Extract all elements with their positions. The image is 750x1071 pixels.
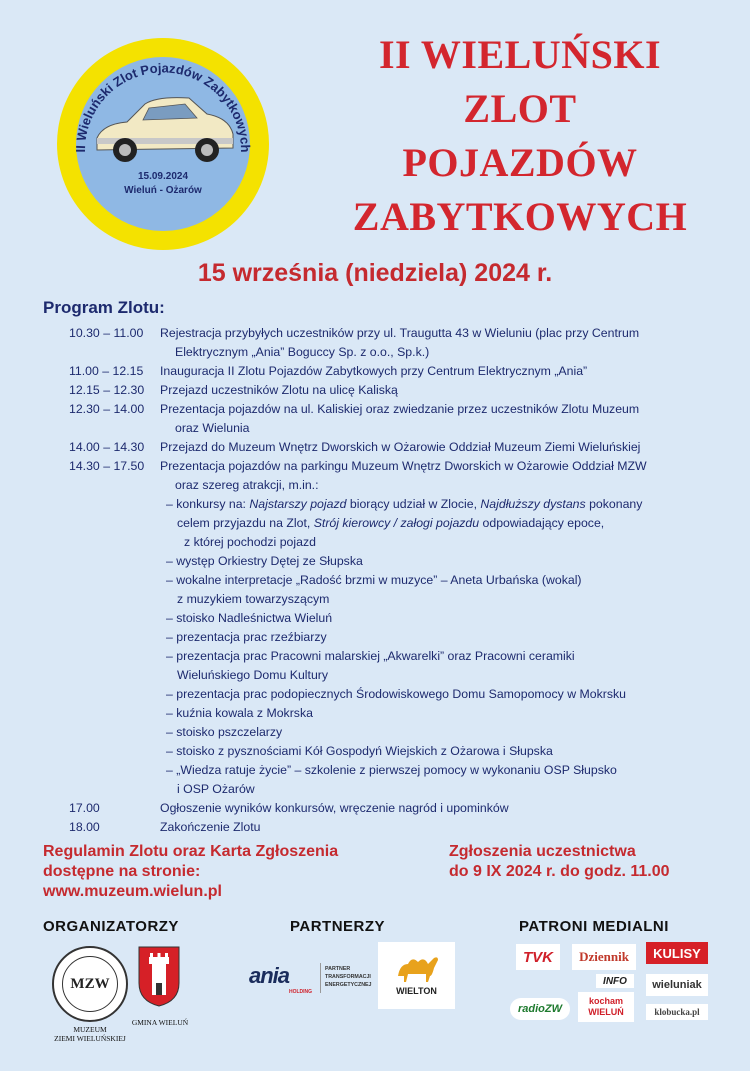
attraction-item: – stoisko Nadleśnictwa Wieluń [166, 611, 333, 625]
attraction-item: – wokalne interpretacje „Radość brzmi w muzyce” – Aneta Urbańska (wokal) [166, 573, 582, 587]
program-time: 18.00 [69, 820, 100, 834]
attraction-item [166, 495, 642, 514]
media-heading: PATRONI MEDIALNI [519, 918, 669, 935]
camel-icon [378, 942, 455, 986]
regulations-line: Regulamin Zlotu oraz Karta Zgłoszenia [43, 843, 339, 860]
ania-tagline-line: TRANSFORMACJI [325, 974, 371, 980]
wielton-wordmark: WIELTON [396, 986, 437, 996]
attraction-italic: Najstarszy pojazd [249, 497, 347, 511]
attraction-item: – prezentacja prac rzeźbiarzy [166, 630, 327, 644]
website-link[interactable]: www.muzeum.wielun.pl [43, 883, 222, 900]
logo-ring-text: II Wieluński Zlot Pojazdów Zabytkowych [72, 60, 254, 153]
attraction-text: – konkursy na: [166, 497, 250, 511]
registration-line: do 9 IX 2024 r. do godz. 11.00 [449, 863, 670, 880]
program-desc: Rejestracja przybyłych uczestników przy ul. Traugutta 43 w Wieluniu (plac przy Centrum [160, 326, 640, 340]
logo-place: Wieluń - Ożarów [124, 185, 202, 196]
event-title [300, 28, 740, 244]
partners-heading: PARTNERZY [290, 918, 386, 935]
attraction-item: – stoisko pszczelarzy [166, 725, 283, 739]
attraction-item: z muzykiem towarzyszącym [177, 592, 330, 606]
dziennik-logo: Dziennik [572, 944, 636, 970]
kulisy-logo: KULISY [646, 942, 708, 964]
attraction-item: z której pochodzi pojazd [184, 535, 316, 549]
ania-tagline-line: ENERGETYCZNEJ [325, 982, 372, 988]
program-desc: oraz szereg atrakcji, m.in.: [175, 478, 319, 492]
program-desc: Zakończenie Zlotu [160, 820, 261, 834]
attraction-item: – występ Orkiestry Dętej ze Słupska [166, 554, 363, 568]
info-logo: INFO [596, 974, 634, 988]
program-desc: Elektrycznym „Ania” Boguccy Sp. z o.o., Sp.k.) [175, 345, 430, 359]
program-heading: Program Zlotu: [43, 298, 165, 317]
program-time: 14.30 – 17.50 [69, 459, 145, 473]
program-desc: Prezentacja pojazdów na ul. Kaliskiej oraz zwiedzanie przez uczestników Zlotu Muzeum [160, 402, 640, 416]
program-time: 12.30 – 14.00 [69, 402, 145, 416]
program-desc: oraz Wielunia [175, 421, 250, 435]
registration-line: Zgłoszenia uczestnictwa [449, 843, 636, 860]
title-line-4: ZABYTKOWYCH [352, 194, 688, 239]
attraction-text: odpowiadający epoce, [479, 516, 605, 530]
gmina-caption: GMINA WIELUŃ [131, 1018, 189, 1027]
program-desc: Ogłoszenie wyników konkursów, wręczenie nagród i upominków [160, 801, 509, 815]
registration-note [449, 842, 670, 882]
attraction-item: – stoisko z pysznościami Kół Gospodyń Wiejskich z Ożarowa i Słupska [166, 744, 553, 758]
logo-date: 15.09.2024 [137, 171, 189, 182]
program-desc: Inauguracja II Zlotu Pojazdów Zabytkowych przy Centrum Elektrycznym „Ania” [160, 364, 588, 378]
attraction-text: celem przyjazdu na Zlot, [177, 516, 314, 530]
program-desc: Przejazd do Muzeum Wnętrz Dworskich w Ożarowie Oddział Muzeum Ziemi Wieluńskiej [160, 440, 641, 454]
attraction-item: – „Wiedza ratuje życie” – szkolenie z pierwszej pomocy w wykonaniu OSP Słupsko [166, 763, 617, 777]
attraction-item: Wieluńskiego Domu Kultury [177, 668, 329, 682]
program-time: 10.30 – 11.00 [69, 326, 144, 340]
event-logo [57, 38, 269, 250]
museum-caption [45, 1025, 135, 1043]
museum-caption-line: ZIEMI WIELUŃSKIEJ [54, 1034, 126, 1043]
radio-logo: radioZW [510, 998, 570, 1020]
attraction-item: – prezentacja prac Pracowni malarskiej „Akwarelki” oraz Pracowni ceramiki [166, 649, 575, 663]
ania-tagline-line: PARTNER [325, 966, 351, 972]
ania-divider [320, 963, 321, 993]
tvk-logo: TVK [516, 944, 560, 970]
museum-seal-icon [52, 946, 128, 1022]
attraction-item: – prezentacja prac podopiecznych Środowiskowego Domu Samopomocy w Mokrsku [166, 687, 626, 701]
wielton-logo [378, 942, 455, 1009]
title-line-3: POJAZDÓW [402, 140, 638, 185]
program-desc: Przejazd uczestników Zlotu na ulicę Kaliską [160, 383, 398, 397]
museum-mark: MZW [62, 956, 118, 1012]
museum-caption-line: MUZEUM [73, 1025, 107, 1034]
attraction-text: biorący udział w Zlocie, [346, 497, 481, 511]
organizers-heading: ORGANIZATORZY [43, 918, 179, 935]
attraction-item: i OSP Ożarów [177, 782, 255, 796]
program-time: 11.00 – 12.15 [69, 364, 144, 378]
ania-wordmark: ania [249, 963, 290, 988]
car-icon [57, 38, 269, 250]
regulations-line: dostępne na stronie: [43, 863, 201, 880]
title-line-1: II WIELUŃSKI [378, 32, 662, 77]
program-time: 14.00 – 14.30 [69, 440, 145, 454]
program-time: 17.00 [69, 801, 100, 815]
attraction-text: pokonany [585, 497, 643, 511]
kocham-wielun-logo: kocham WIELUŃ [578, 992, 634, 1022]
program-desc: Prezentacja pojazdów na parkingu Muzeum Wnętrz Dworskich w Ożarowie Oddział MZW [160, 459, 647, 473]
program-time: 12.15 – 12.30 [69, 383, 145, 397]
regulations-note [43, 842, 338, 902]
klobucka-logo: klobucka.pl [646, 1004, 708, 1020]
attraction-italic: Strój kierowcy / załogi pojazdu [313, 516, 480, 530]
wieluniak-logo: wieluniak [646, 974, 708, 996]
ania-tagline [325, 965, 372, 989]
title-line-2: ZLOT [463, 86, 577, 131]
event-date: 15 września (niedziela) 2024 r. [197, 259, 553, 287]
ania-holding: HOLDING [289, 989, 313, 995]
attraction-item: – kuźnia kowala z Mokrska [166, 706, 313, 720]
attraction-item [177, 514, 604, 533]
attraction-italic: Najdłuższy dystans [480, 497, 586, 511]
gmina-crest-icon [137, 945, 181, 1007]
